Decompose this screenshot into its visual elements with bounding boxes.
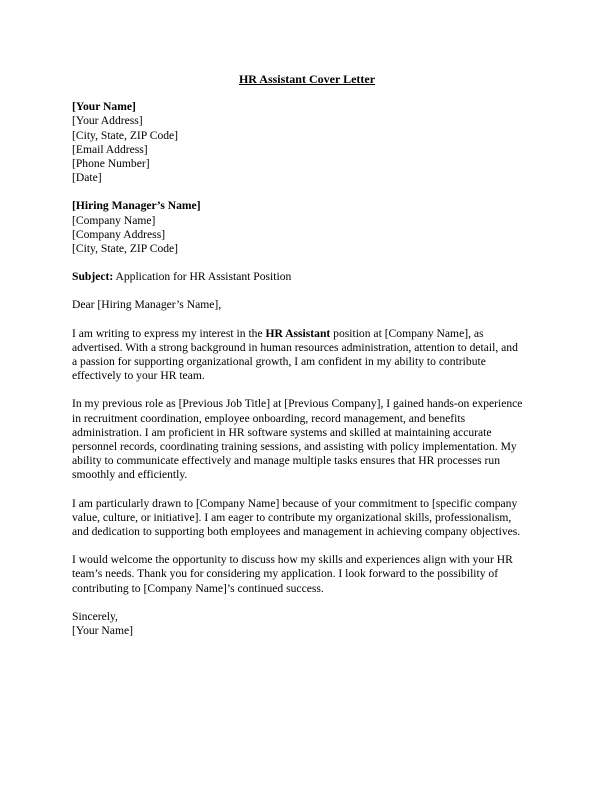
closing-text: Sincerely, — [72, 609, 118, 623]
recipient-address: [Company Address] — [72, 227, 166, 241]
recipient-block — [72, 199, 542, 256]
recipient-name: [Hiring Manager’s Name] — [72, 199, 201, 213]
paragraph-line: advertised. With a strong background in human resources administration, attention to detail, and — [72, 340, 518, 354]
paragraph-line: contributing to [Company Name]’s continued success. — [72, 581, 324, 595]
recipient-city-state-zip: [City, State, ZIP Code] — [72, 242, 179, 256]
paragraph-line: value, culture, or initiative]. I am eager to contribute my organizational skills, professionalism, — [72, 510, 512, 524]
paragraph-line: and dedication to supporting both employees and management in achieving company objectives. — [72, 525, 521, 539]
subject-line — [72, 270, 542, 284]
paragraph-line: effectively to your HR team. — [72, 369, 205, 383]
paragraph-line: ability to communicate effectively and manage multiple tasks ensures that HR processes run — [72, 454, 500, 468]
subject-text: Application for HR Assistant Position — [113, 270, 292, 284]
paragraph-line: In my previous role as [Previous Job Title] at [Previous Company], I gained hands-on experience — [72, 397, 523, 411]
paragraph-intro — [72, 327, 542, 384]
sender-city-state-zip: [City, State, ZIP Code] — [72, 128, 179, 142]
paragraph-line: personnel records, coordinating training sessions, and assisting with policy implementation. My — [72, 440, 517, 454]
signoff-block — [72, 610, 542, 638]
sender-date: [Date] — [72, 171, 102, 185]
sender-email: [Email Address] — [72, 142, 148, 156]
document-title: HR Assistant Cover Letter — [238, 72, 376, 86]
paragraph-experience — [72, 397, 542, 482]
intro-text-after: position at [Company Name], as — [330, 326, 484, 340]
paragraph-line — [72, 327, 542, 341]
paragraph-line: I am particularly drawn to [Company Name] because of your commitment to [specific company — [72, 496, 518, 510]
sender-name: [Your Name] — [72, 100, 136, 114]
signature-name: [Your Name] — [72, 624, 133, 638]
paragraph-closing — [72, 553, 542, 596]
recipient-company: [Company Name] — [72, 213, 156, 227]
paragraph-line: a passion for supporting organizational growth, I am confident in my ability to contribute — [72, 355, 486, 369]
subject-label: Subject: — [72, 270, 114, 284]
paragraph-motivation — [72, 497, 542, 540]
letter-page — [72, 72, 542, 652]
sender-address: [Your Address] — [72, 114, 143, 128]
sender-phone: [Phone Number] — [72, 157, 150, 171]
sender-block — [72, 100, 542, 185]
paragraph-line: smoothly and efficiently. — [72, 468, 188, 482]
paragraph-line: I would welcome the opportunity to discuss how my skills and experiences align with your HR — [72, 553, 513, 567]
intro-bold-role: HR Assistant — [265, 326, 331, 340]
paragraph-line: team’s needs. Thank you for considering my application. I look forward to the possibility of — [72, 567, 499, 581]
paragraph-line: in recruitment coordination, employee onboarding, record management, and benefits — [72, 411, 466, 425]
intro-text: I am writing to express my interest in the — [72, 326, 266, 340]
salutation: Dear [Hiring Manager’s Name], — [72, 298, 222, 312]
paragraph-line: administration. I am proficient in HR software systems and skilled at maintaining accurate — [72, 425, 492, 439]
